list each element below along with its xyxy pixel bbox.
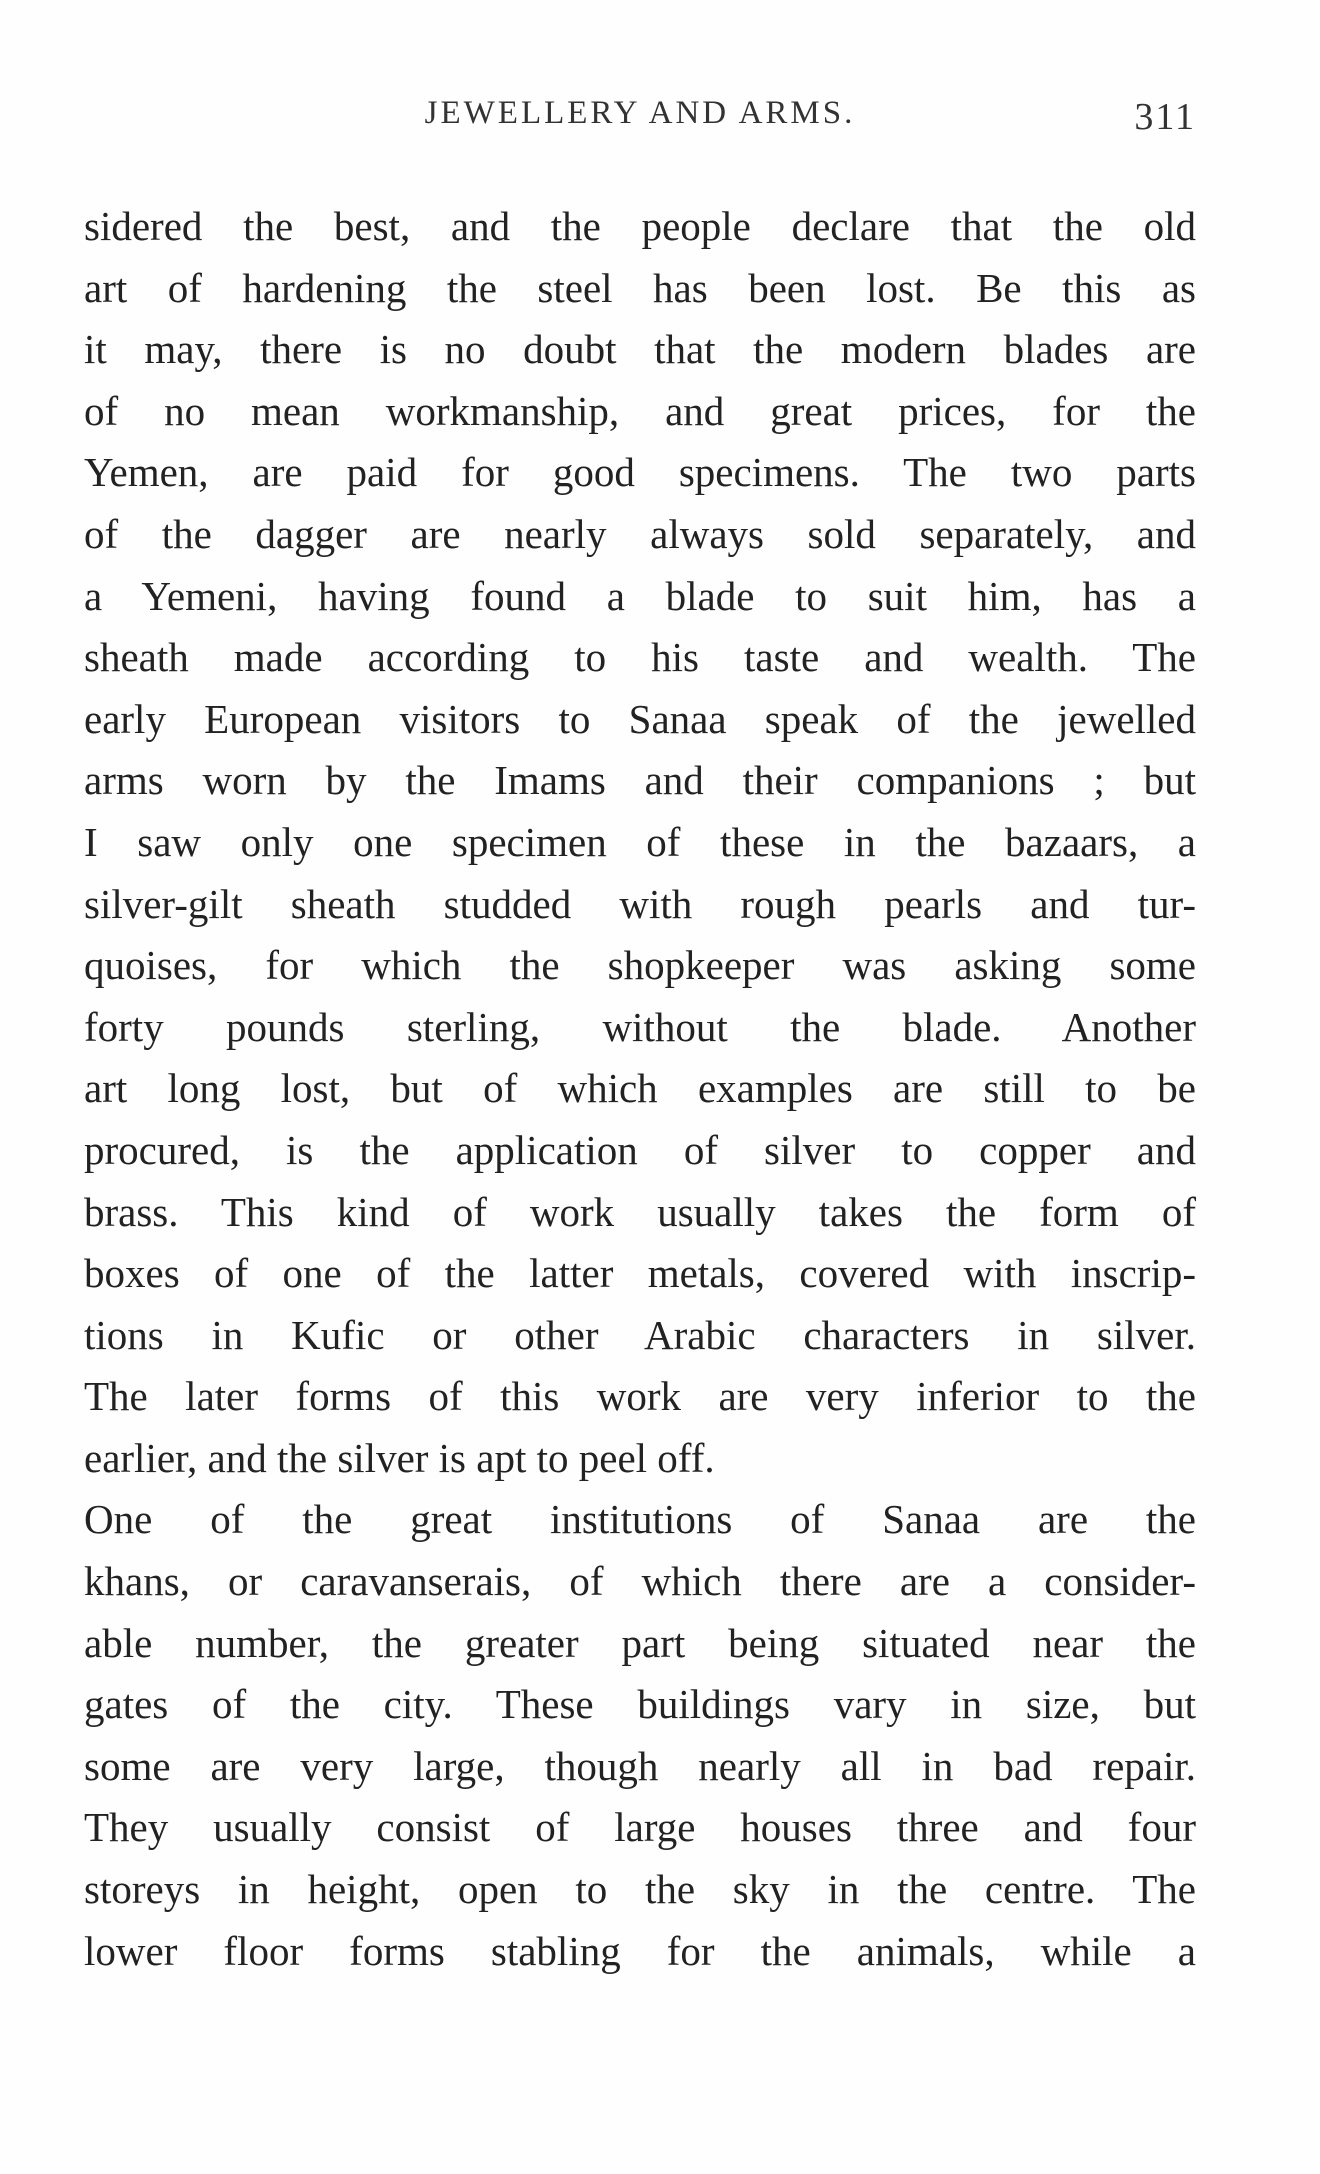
text-line: They usually consist of large houses three and four — [84, 1804, 1196, 1851]
text-line: khans, or caravanserais, of which there are a consider- — [84, 1558, 1196, 1605]
text-line: brass. This kind of work usually takes the form of — [84, 1188, 1196, 1235]
text-line: early European visitors to Sanaa speak of the jewelled — [84, 695, 1196, 742]
text-line: silver-gilt sheath studded with rough pearls and tur- — [84, 880, 1196, 927]
body-text — [84, 196, 1196, 1982]
text-line: storeys in height, open to the sky in the centre. The — [84, 1866, 1196, 1913]
text-line: forty pounds sterling, without the blade. Another — [84, 1003, 1196, 1050]
running-head — [84, 95, 1196, 145]
text-line: a Yemeni, having found a blade to suit him, has a — [84, 572, 1196, 619]
text-line: arms worn by the Imams and their companions ; but — [84, 757, 1196, 804]
text-line: sidered the best, and the people declare that the old — [84, 203, 1196, 249]
running-title: JEWELLERY AND ARMS. — [424, 95, 856, 131]
text-line: tions in Kufic or other Arabic characters in silver. — [84, 1311, 1196, 1358]
text-line: of the dagger are nearly always sold separately, and — [84, 510, 1196, 557]
text-line: quoises, for which the shopkeeper was asking some — [84, 942, 1196, 989]
page-number: 311 — [1134, 96, 1196, 138]
text-line: boxes of one of the latter metals, covered with inscrip- — [84, 1250, 1196, 1297]
text-line: art of hardening the steel has been lost. Be this as — [84, 264, 1196, 311]
text-line: Yemen, are paid for good specimens. The two parts — [84, 449, 1196, 496]
text-line: art long lost, but of which examples are still to be — [84, 1065, 1196, 1112]
text-line: some are very large, though nearly all in bad repair. — [84, 1742, 1196, 1789]
text-line: procured, is the application of silver to copper and — [84, 1126, 1196, 1173]
text-line: of no mean workmanship, and great prices, for the — [84, 387, 1196, 434]
text-line: able number, the greater part being situated near the — [84, 1619, 1196, 1666]
text-line: it may, there is no doubt that the modern blades are — [84, 326, 1196, 373]
text-line: lower floor forms stabling for the animals, while a — [84, 1927, 1196, 1974]
text-line: gates of the city. These buildings vary in size, but — [84, 1681, 1196, 1728]
text-line: sheath made according to his taste and wealth. The — [84, 634, 1196, 681]
text-line: The later forms of this work are very inferior to the — [84, 1373, 1196, 1420]
text-line: I saw only one specimen of these in the bazaars, a — [84, 818, 1196, 865]
paragraph-start-line: One of the great institutions of Sanaa are the — [84, 1496, 1196, 1543]
paragraph-end-line: earlier, and the silver is apt to peel off. — [84, 1434, 715, 1481]
